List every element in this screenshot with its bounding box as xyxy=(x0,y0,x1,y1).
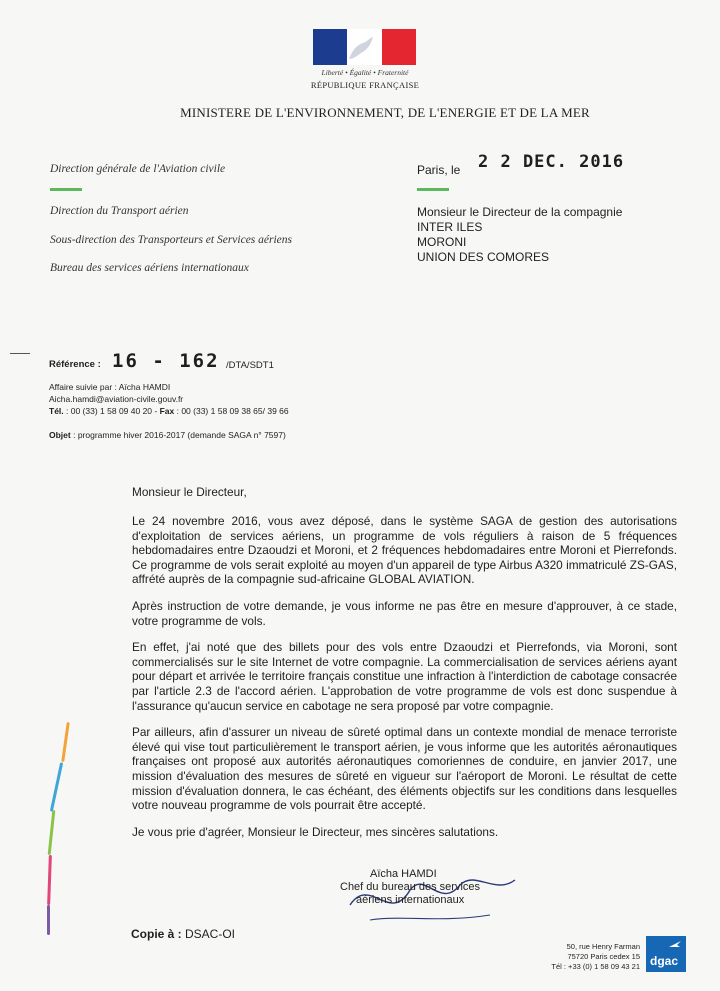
letter-salutation: Monsieur le Directeur, xyxy=(132,485,247,499)
bureau: Bureau des services aériens internationaux xyxy=(50,262,249,274)
direction-transport: Direction du Transport aérien xyxy=(50,205,189,217)
followed-by: Affaire suivie par : Aïcha HAMDI xyxy=(49,382,171,392)
date-place: Paris, le xyxy=(417,163,461,177)
fold-mark xyxy=(10,353,30,354)
signatory-name: Aïcha HAMDI xyxy=(370,868,437,880)
letter-paragraph: Par ailleurs, afin d'assurer un niveau de sûreté optimal dans un contexte mondial de menace terroriste élevé qui vise tout particulièrement le transport aérien, je vous informe que les autorités aéronautiques françaises ont proposé aux autorités aéronautiques comoriennes de conduire, en janvier 2017, une mission d'évaluation des mesures de sûreté en vigueur sur l'aéroport de Moroni. Le résultat de cette mission d'évaluation donnera, le cas échéant, des éléments objectifs sur les conditions dans lesquelles votre nouveau programme de vols pourrait être accepté. xyxy=(132,725,677,813)
signatory-title: Chef du bureau des services xyxy=(340,881,481,893)
republic-motto: Liberté • Égalité • Fraternité xyxy=(321,68,409,77)
dgac-logo xyxy=(646,936,686,972)
letter-paragraph: Le 24 novembre 2016, vous avez déposé, dans le système SAGA de gestion des autorisations d'exploitation de services aériens, un programme de vols réguliers à raison de 5 fréquences hebdomadaires entre Dzaoudzi et Moroni, et 2 fréquences hebdomadaires entre Moroni et Pierrefonds. Ce programme de vols serait exploité au moyen d'un appareil de type Airbus A320 immatriculé ZS-GAS, affrété auprès de la compagnie sud-africaine GLOBAL AVIATION. xyxy=(132,514,677,587)
footer-street: 50, rue Henry Farman xyxy=(566,942,640,951)
recipient-line: MORONI xyxy=(417,235,467,249)
letter-body xyxy=(132,514,677,851)
dgac-logo-text: dgac xyxy=(650,954,679,968)
green-divider xyxy=(50,188,82,191)
signatory-title-2: aériens internationaux xyxy=(356,894,465,906)
footer-address xyxy=(520,942,640,972)
copy-line: Copie à : DSAC-OI xyxy=(131,927,236,941)
letter-paragraph: Après instruction de votre demande, je vous informe ne pas être en mesure d'approuver, à ce stade, votre programme de vols. xyxy=(132,598,677,628)
signature-block xyxy=(340,868,480,907)
date-stamp: 2 2 DEC. 2016 xyxy=(478,152,625,172)
footer-city: 75720 Paris cedex 15 xyxy=(567,952,640,961)
contact-phone: Tél. : 00 (33) 1 58 09 40 20 - Fax : 00 (33) 1 58 09 38 65/ 39 66 xyxy=(49,406,289,416)
contact-email: Aicha.hamdi@aviation-civile.gouv.fr xyxy=(49,394,184,404)
recipient-line: UNION DES COMORES xyxy=(417,250,550,264)
sous-direction: Sous-direction des Transporteurs et Services aériens xyxy=(50,234,293,246)
ministry-title: MINISTERE DE L'ENVIRONNEMENT, DE L'ENERGIE ET DE LA MER xyxy=(180,105,590,120)
marianne-logo xyxy=(313,29,416,65)
recipient-line: INTER ILES xyxy=(417,220,483,234)
green-divider-right xyxy=(417,188,449,191)
reference-number: 16 - 162 xyxy=(112,350,220,372)
recipient-address xyxy=(417,205,622,265)
recipient-line: Monsieur le Directeur de la compagnie xyxy=(417,205,623,219)
letter-paragraph: En effet, j'ai noté que des billets pour des vols entre Dzaoudzi et Pierrefonds, via Moroni, sont commercialisés sur le site Internet de votre compagnie. La commercialisation de services aériens ayant pour départ et arrivée le territoire français constitue une infraction à l'interdiction de cabotage consacrée par l'article 2.3 de l'accord aérien. L'approbation de votre programme de vols est donc suspendue à l'assurance qu'aucun service en cabotage ne sera proposé par votre compagnie. xyxy=(132,640,677,713)
direction-generale: Direction générale de l'Aviation civile xyxy=(50,163,226,175)
reference-suffix: /DTA/SDT1 xyxy=(226,360,274,371)
plane-icon xyxy=(668,939,682,949)
footer-phone: Tél : +33 (0) 1 58 09 43 21 xyxy=(551,962,640,971)
letter-paragraph: Je vous prie d'agréer, Monsieur le Directeur, mes sincères salutations. xyxy=(132,824,499,839)
objet-line: Objet : programme hiver 2016-2017 (demande SAGA n° 7597) xyxy=(49,430,286,440)
reference-details xyxy=(49,381,289,417)
republic-name: RÉPUBLIQUE FRANÇAISE xyxy=(310,80,420,90)
reference-label: Référence : xyxy=(49,359,101,370)
